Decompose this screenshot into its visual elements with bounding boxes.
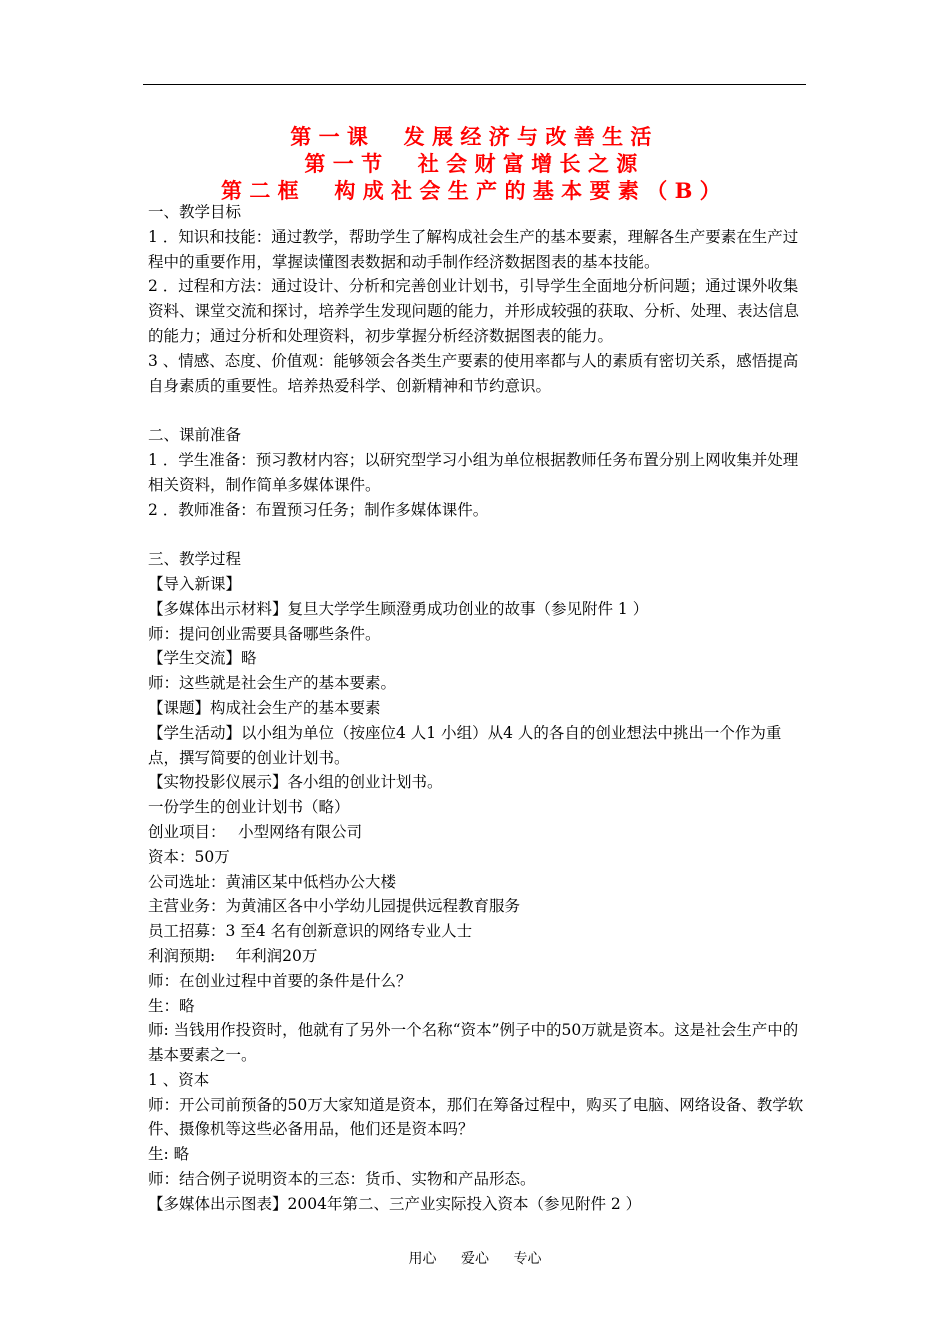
paragraph: 生: 略 bbox=[148, 1145, 190, 1164]
paragraph: 生：略 bbox=[148, 996, 195, 1015]
paragraph: 师：开公司前预备的50万大家知道是资本，那们在筹备过程中，购买了电脑、网络设备、教学软件、摄像机等这些必备用品，他们还是资本吗？ bbox=[148, 1095, 804, 1139]
paragraph: 一、教学目标 bbox=[148, 203, 242, 221]
paragraph: 3 、情感、态度、价值观：能够领会各类生产要素的使用率都与人的素质有密切关系，感悟提高自身素质的重要性。培养热爱科学、创新精神和节约意识。 bbox=[148, 351, 799, 395]
paragraph: 【学生活动】以小组为单位（按座位4 人1 小组）从4 人的各自的创业想法中挑出一个作为重点，撰写简要的创业计划书。 bbox=[148, 723, 782, 767]
footer-word: 专心 bbox=[513, 1251, 542, 1267]
paragraph: 师: 当钱用作投资时，他就有了另外一个名称“资本”例子中的50万就是资本。这是社会生产中的基本要素之一。 bbox=[148, 1021, 799, 1065]
paragraph: 1 、资本 bbox=[148, 1070, 210, 1089]
paragraph: 2 ．教师准备：布置预习任务；制作多媒体课件。 bbox=[148, 500, 489, 519]
paragraph: 三、教学过程 bbox=[148, 550, 242, 569]
paragraph: 2 ．过程和方法：通过设计、分析和完善创业计划书，引导学生全面地分析问题；通过课外收集资料、课堂交流和探讨，培养学生发现问题的能力，并形成较强的获取、分析、处理、表达信息的能力；通过分析和处理资料，初步掌握分析经济数据图表的能力。 bbox=[148, 277, 800, 345]
paragraph: 1 ．知识和技能：通过教学，帮助学生了解构成社会生产的基本要素，理解各生产要素在生产过程中的重要作用，掌握读懂图表数据和动手制作经济数据图表的基本技能。 bbox=[148, 227, 799, 271]
title-block bbox=[143, 123, 806, 204]
page-footer bbox=[0, 1248, 950, 1268]
paragraph: 【学生交流】略 bbox=[148, 649, 257, 668]
paragraph: 利润预期: 年利润20万 bbox=[148, 946, 318, 965]
paragraph: 员工招募：3 至4 名有创新意识的网络专业人士 bbox=[148, 922, 473, 941]
paragraph: 师：结合例子说明资本的三态：货币、实物和产品形态。 bbox=[148, 1170, 536, 1189]
paragraph: 师：这些就是社会生产的基本要素。 bbox=[148, 674, 397, 693]
paragraph: 1 ．学生准备：预习教材内容；以研究型学习小组为单位根据教师任务布置分别上网收集并处理相关资料，制作简单多媒体课件。 bbox=[148, 450, 799, 494]
lesson-title: 第一课 发展经济与改善生活 bbox=[290, 124, 659, 149]
paragraph: 【课题】构成社会生产的基本要素 bbox=[148, 698, 381, 717]
paragraph: 师：在创业过程中首要的条件是什么？ bbox=[148, 971, 412, 990]
blank-line bbox=[148, 522, 804, 547]
paragraph: 公司选址：黄浦区某中低档办公大楼 bbox=[148, 872, 397, 891]
body-text bbox=[148, 200, 804, 1217]
footer-word: 用心 bbox=[408, 1251, 437, 1267]
paragraph: 【实物投影仪展示】各小组的创业计划书。 bbox=[148, 773, 443, 792]
paragraph: 【导入新课】 bbox=[148, 574, 242, 593]
footer-word: 爱心 bbox=[461, 1251, 489, 1267]
paragraph: 主营业务：为黄浦区各中小学幼儿园提供远程教育服务 bbox=[148, 897, 521, 916]
paragraph: 【多媒体出示图表】2004年第二、三产业实际投入资本（参见附件 2 ） bbox=[148, 1194, 642, 1213]
paragraph: 二、课前准备 bbox=[148, 426, 242, 445]
paragraph: 资本：50万 bbox=[148, 847, 230, 866]
header-rule bbox=[143, 84, 806, 85]
paragraph: 【多媒体出示材料】复旦大学学生顾澄勇成功创业的故事（参见附件 1 ） bbox=[148, 599, 649, 618]
paragraph: 师：提问创业需要具备哪些条件。 bbox=[148, 624, 381, 643]
section-title: 第一节 社会财富增长之源 bbox=[304, 151, 645, 176]
paragraph: 创业项目： 小型网络有限公司 bbox=[148, 822, 363, 841]
frame-title: 第二框 构成社会生产的基本要素（B） bbox=[220, 178, 729, 203]
paragraph: 一份学生的创业计划书（略） bbox=[148, 798, 350, 817]
blank-line bbox=[148, 398, 804, 423]
